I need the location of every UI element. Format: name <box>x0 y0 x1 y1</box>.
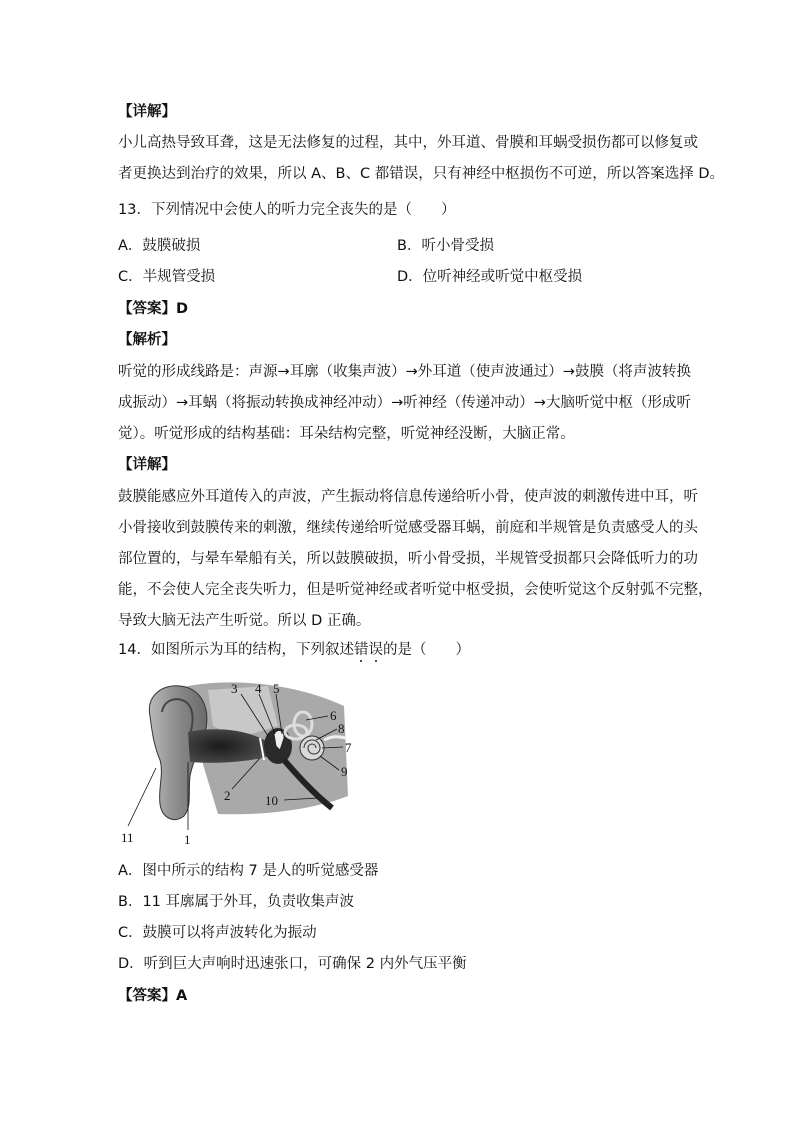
detail-line: 者更换达到治疗的效果，所以 A、B、C 都错误，只有神经中枢损伤不可逆，所以答案选择 D。 <box>118 166 724 182</box>
figure-label: 1 <box>184 832 191 847</box>
question-13-detail-heading: 【详解】 <box>118 457 176 473</box>
detail-line: 小骨接收到鼓膜传来的刺激，继续传递给听觉感受器耳蜗，前庭和半规管是负责感受人的头 <box>118 520 698 536</box>
question-13-stem: 13．下列情况中会使人的听力完全丧失的是（ ） <box>118 202 456 218</box>
emphasis-char: 错 <box>353 642 369 658</box>
question-13-option-c: C．半规管受损 <box>118 269 216 285</box>
detail-line: 导致大脑无法产生听觉。所以 D 正确。 <box>118 613 371 629</box>
question-14-option-b: B．11 耳廓属于外耳，负责收集声波 <box>118 894 355 910</box>
question-14-option-d: D．听到巨大声响时迅速张口，可确保 2 内外气压平衡 <box>118 956 467 972</box>
question-13-analysis-heading: 【解析】 <box>118 332 176 348</box>
leader-line-11 <box>128 768 156 826</box>
figure-label: 8 <box>338 721 345 736</box>
question-14-stem <box>118 640 470 660</box>
question-14-stem-end: 的是（ ） <box>382 642 470 658</box>
figure-label: 3 <box>231 681 238 696</box>
question-14-answer: 【答案】A <box>118 988 188 1004</box>
question-13-option-a: A．鼓膜破损 <box>118 238 201 254</box>
detail-heading: 【详解】 <box>118 104 176 120</box>
figure-label: 6 <box>330 708 337 723</box>
question-14-option-c: C．鼓膜可以将声波转化为振动 <box>118 925 317 941</box>
detail-line: 部位置的，与晕车晕船有关，所以鼓膜破损，听小骨受损，半规管受损都只会降低听力的功 <box>118 551 698 567</box>
figure-label: 9 <box>341 764 348 779</box>
question-14-option-a: A．图中所示的结构 7 是人的听觉感受器 <box>118 863 379 879</box>
analysis-line: 觉）。听觉形成的结构基础：耳朵结构完整，听觉神经没断，大脑正常。 <box>118 426 575 442</box>
analysis-line: 听觉的形成线路是：声源→耳廓（收集声波）→外耳道（使声波通过）→鼓膜（将声波转换 <box>118 364 691 380</box>
figure-label: 11 <box>121 830 134 845</box>
emphasis-char: 误 <box>368 642 383 658</box>
figure-label: 2 <box>224 788 231 803</box>
figure-label: 7 <box>345 740 352 755</box>
figure-label: 4 <box>255 681 262 696</box>
detail-line: 鼓膜能感应外耳道传入的声波，产生振动将信息传递给听小骨，使声波的刺激传进中耳，听 <box>118 489 698 505</box>
figure-label: 10 <box>265 793 278 808</box>
question-13-option-b: B．听小骨受损 <box>397 238 494 254</box>
detail-line: 小儿高热导致耳聋，这是无法修复的过程，其中，外耳道、骨膜和耳蜗受损伤都可以修复或 <box>118 135 698 151</box>
analysis-line: 成振动）→耳蜗（将振动转换成神经冲动）→听神经（传递冲动）→大脑听觉中枢（形成听 <box>118 395 691 411</box>
question-13-option-d: D．位听神经或听觉中枢受损 <box>397 269 583 285</box>
figure-label: 5 <box>273 681 280 696</box>
question-14-stem-start: 14．如图所示为耳的结构，下列叙述 <box>118 642 354 658</box>
question-13-answer: 【答案】D <box>118 301 189 317</box>
detail-line: 能，不会使人完全丧失听力，但是听觉神经或者听觉中枢受损，会使听觉这个反射弧不完整， <box>118 582 713 598</box>
ear-structure-figure <box>118 676 368 852</box>
